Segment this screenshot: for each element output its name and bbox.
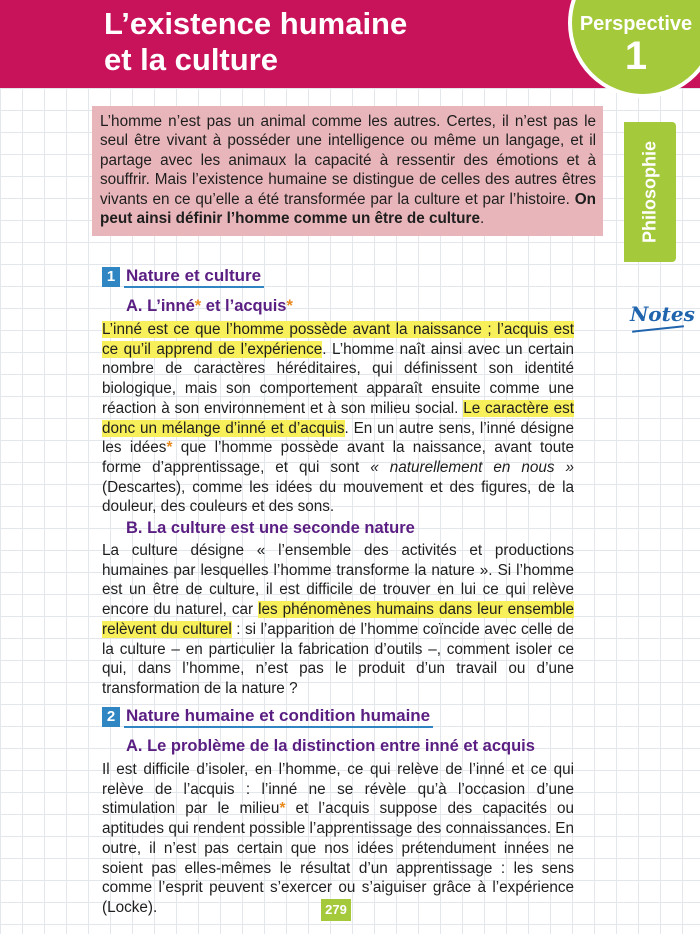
intro-end: . bbox=[479, 210, 485, 228]
paragraph-1a-text-1: . L’homme naît ainsi avec un certain nombre de caractères héréditaires, qui définissent son identité biologique, mais son comportement apparaît ensuite comme une réaction à son environnement et à son milieu social. bbox=[102, 340, 574, 417]
section-2-number: 2 bbox=[102, 707, 120, 727]
highlight-1: L’inné est ce que l’homme possède avant la naissance ; l’acquis est ce qu’il apprend de l’expérience bbox=[102, 321, 574, 358]
descartes-quote: « naturellement en nous » bbox=[370, 458, 574, 476]
section-2-heading bbox=[102, 706, 433, 728]
perspective-number: 1 bbox=[624, 34, 648, 78]
paragraph-1a-text-2: . En un autre sens, l’inné désigne les idées bbox=[102, 419, 574, 457]
section-1-title: Nature et culture bbox=[124, 266, 264, 288]
highlight-3: les phénomènes humains dans leur ensemble relèvent du culturel bbox=[102, 601, 574, 638]
highlight-2: Le caractère est donc un mélange d’inné et d’acquis bbox=[102, 399, 575, 437]
paragraph-1b-text-2: : si l’apparition de l’homme coïncide avec celle de la culture – en particulier la fabrication d’outils –, comment isoler ce qui, dans l’homme, n’est pas le produit d’un travail ou d’une transformation de la nature ? bbox=[102, 620, 575, 697]
intro-box bbox=[92, 106, 603, 236]
intro-bold: On peut ainsi définir l’homme comme un être de culture bbox=[100, 190, 596, 228]
paragraph-1a bbox=[102, 320, 574, 517]
paragraph-1a-text-3: que l’homme possède avant la naissance, avant toute forme d’apprentissage, et qui sont bbox=[102, 439, 575, 476]
intro-text: L’homme n’est pas un animal comme les autres. Certes, il n’est pas le seul être vivant à posséder une intelligence ou même un langage, et il partage avec les animaux la capacité à ressentir des émotions et à souffrir. Mais l’existence humaine se distingue de celles des autres êtres vivants en ce qu’elle a été transformée par la culture et par l’histoire. bbox=[100, 113, 596, 208]
section-1-number: 1 bbox=[102, 267, 120, 287]
glossary-star: * bbox=[166, 439, 173, 457]
page-number: 279 bbox=[321, 899, 351, 921]
paragraph-1b bbox=[102, 541, 574, 699]
page-title bbox=[104, 6, 407, 78]
section-1-heading bbox=[102, 266, 264, 288]
notes-underline bbox=[632, 325, 684, 332]
section-2-title: Nature humaine et condition humaine bbox=[124, 706, 433, 728]
title-line-1: L’existence humaine bbox=[104, 6, 408, 41]
glossary-star: * bbox=[279, 800, 286, 818]
subheading-2a: A. Le problème de la distinction entre inné et acquis bbox=[126, 737, 535, 755]
paragraph-2a-text-1: Il est difficile d’isoler, en l’homme, ce qui relève de l’inné et ce qui relève de l’acquis : l’inné ne se révèle qu’à l’occasion d’une stimulation par le milieu bbox=[102, 761, 574, 818]
subheading-1a-mid: et l’acquis bbox=[201, 297, 287, 315]
paragraph-1b-text-1: La culture désigne « l’ensemble des activités et productions humaines par lesquelles l’homme transforme la nature ». Si l’homme est un être de culture, il est difficile de trouver en lui ce qui relève encore du naturel, car bbox=[102, 542, 574, 619]
side-tab-label: Philosophie bbox=[639, 140, 660, 244]
paragraph-2a-text-2: et l’acquis suppose des capacités ou aptitudes qui rendent possible l’apprentissage des connaissances. En outre, il n’est pas certain que nos idées prétendument innées ne soient pas elles-mêmes le résultat d’un apprentissage : les sens comme l’esprit peuvent s’exercer ou s’aiguiser grâce à l’expérience (Locke). bbox=[102, 800, 574, 916]
glossary-star: * bbox=[286, 297, 293, 315]
paragraph-1a-text-4: (Descartes), comme les idées du mouvement et des figures, de la douleur, des couleurs et des sons. bbox=[102, 478, 574, 516]
side-tab-philosophie bbox=[624, 122, 676, 262]
perspective-label: Perspective bbox=[579, 13, 693, 35]
glossary-star: * bbox=[194, 297, 202, 315]
subheading-1a-prefix: A. L’inné bbox=[126, 297, 195, 315]
subheading-1a bbox=[126, 296, 293, 316]
notes-label: Notes bbox=[630, 302, 695, 326]
title-line-2: et la culture bbox=[104, 42, 278, 77]
paragraph-2a bbox=[102, 760, 574, 918]
subheading-1b: B. La culture est une seconde nature bbox=[126, 519, 415, 537]
